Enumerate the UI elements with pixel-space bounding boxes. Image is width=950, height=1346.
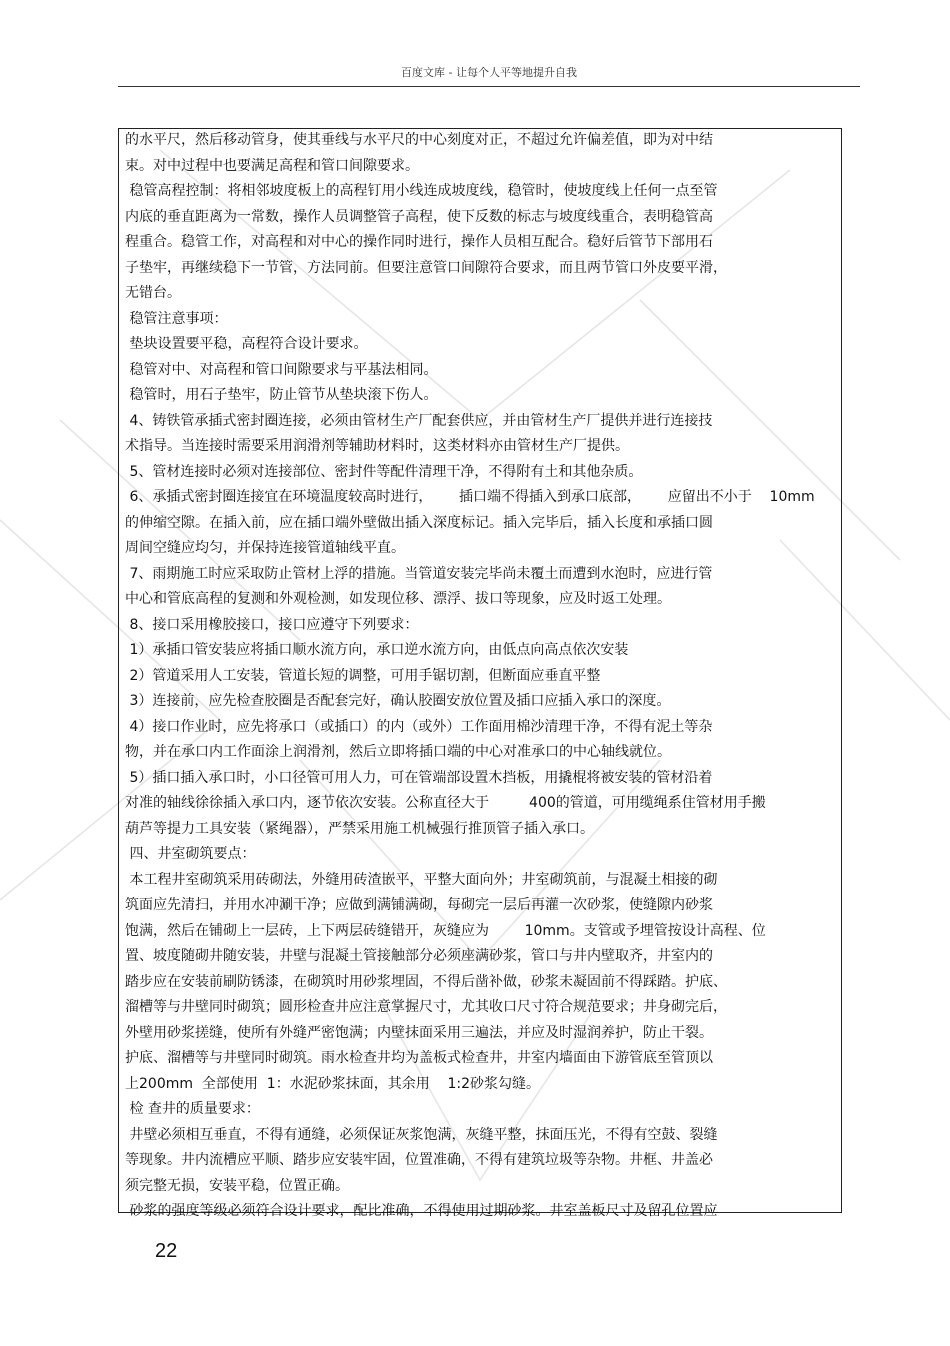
text-line: 砂浆的强度等级必须符合设计要求，配比准确，不得使用过期砂浆。井室盖板尺寸及留孔位置应 bbox=[125, 1203, 718, 1219]
text-line: 须完整无损，安装平稳，位置正确。 bbox=[125, 1177, 349, 1194]
text-line: 内底的垂直距离为一常数，操作人员调整管子高程，使下反数的标志与坡度线重合，表明稳管高 bbox=[125, 208, 713, 225]
document-body bbox=[125, 128, 840, 1225]
text-line: 束。对中过程中也要满足高程和管口间隙要求。 bbox=[125, 157, 419, 174]
text-line: 物，并在承口内工作面涂上润滑剂，然后立即将插口端的中心对准承口的中心轴线就位。 bbox=[125, 744, 671, 760]
text-line: 2）管道采用人工安装，管道长短的调整，可用手锯切割，但断面应垂直平整 bbox=[125, 667, 601, 684]
text-line: 5、管材连接时必须对连接部位、密封件等配件清理干净，不得附有土和其他杂质。 bbox=[125, 463, 643, 480]
text-line: 4、铸铁管承插式密封圈连接，必须由管材生产厂配套供应，并由管材生产厂提供并进行连接技 bbox=[125, 412, 713, 429]
text-line: 井壁必须相互垂直，不得有通缝，必须保证灰浆饱满，灰缝平整，抹面压光，不得有空鼓、裂缝 bbox=[125, 1126, 718, 1143]
text-line: 稳管注意事项： bbox=[125, 310, 228, 327]
text-line: 踏步应在安装前刷防锈漆，在砌筑时用砂浆埋固，不得后凿补做，砂浆未凝固前不得踩踏。护底、 bbox=[125, 973, 727, 990]
text-line: 葫芦等提力工具安装（紧绳器），严禁采用施工机械强行推顶管子插入承口。 bbox=[125, 820, 594, 837]
text-line: 垫块设置要平稳，高程符合设计要求。 bbox=[125, 336, 368, 352]
text-line: 筑面应先清扫，并用水冲涮干净；应做到满铺满砌，每砌完一层后再灌一次砂浆，使缝隙内砂浆 bbox=[125, 897, 713, 913]
text-line: 上200mm 全部使用 1：水泥砂浆抹面，其余用 1:2砂浆勾缝。 bbox=[125, 1075, 541, 1092]
page-number: 22 bbox=[155, 1240, 178, 1262]
text-line: 3）连接前，应先检查胶圈是否配套完好，确认胶圈安放位置及插口应插入承口的深度。 bbox=[125, 693, 671, 709]
text-line: 本工程井室砌筑采用砖砌法，外缝用砖渣嵌平，平整大面向外；井室砌筑前，与混凝土相接的砌 bbox=[125, 871, 718, 888]
text-line: 饱满，然后在铺砌上一层砖，上下两层砖缝错开，灰缝应为 10mm。支管或予埋管按设计高程、位 bbox=[125, 922, 766, 939]
text-line: 稳管时，用石子垫牢，防止管节从垫块滚下伤人。 bbox=[125, 387, 438, 403]
text-line: 4）接口作业时，应先将承口（或插口）的内（或外）工作面用棉沙清理干净，不得有泥土等杂 bbox=[125, 718, 713, 735]
text-line: 8、接口采用橡胶接口，接口应遵守下列要求： bbox=[125, 616, 419, 633]
text-line: 子垫牢，再继续稳下一节管，方法同前。但要注意管口间隙符合要求，而且两节管口外皮要平滑， bbox=[125, 259, 727, 276]
text-line: 中心和管底高程的复测和外观检测，如发现位移、漂浮、拔口等现象，应及时返工处理。 bbox=[125, 591, 671, 607]
text-line: 外壁用砂浆搓缝，使所有外缝严密饱满；内壁抹面采用三遍法，并应及时湿润养护，防止干裂。 bbox=[125, 1024, 713, 1041]
text-line: 护底、溜槽等与井壁同时砌筑。雨水检查井均为盖板式检查井，井室内墙面由下游管底至管顶以 bbox=[125, 1050, 713, 1066]
text-line: 术指导。当连接时需要采用润滑剂等辅助材料时，这类材料亦由管材生产厂提供。 bbox=[125, 438, 629, 454]
text-line: 5）插口插入承口时，小口径管可用人力，可在管端部设置木挡板，用撬棍将被安装的管材沿着 bbox=[125, 769, 713, 786]
page-header: 百度文库 - 让每个人平等地提升自我 bbox=[401, 66, 577, 79]
text-line: 稳管对中、对高程和管口间隙要求与平基法相同。 bbox=[125, 361, 438, 378]
text-line: 稳管高程控制：将相邻坡度板上的高程钉用小线连成坡度线，稳管时，使坡度线上任何一点至管 bbox=[125, 183, 718, 199]
text-line: 程重合。稳管工作，对高程和对中心的操作同时进行，操作人员相互配合。稳好后管节下部用石 bbox=[125, 234, 713, 250]
text-line: 四、井室砌筑要点： bbox=[125, 846, 256, 862]
text-line: 7、雨期施工时应采取防止管材上浮的措施。当管道安装完毕尚未覆土而遭到水泡时，应进行管 bbox=[125, 565, 713, 582]
text-line: 无错台。 bbox=[125, 285, 181, 301]
text-line: 的水平尺，然后移动管身，使其垂线与水平尺的中心刻度对正，不超过允许偏差值，即为对中结 bbox=[125, 132, 713, 148]
text-line: 的伸缩空隙。在插入前，应在插口端外壁做出插入深度标记。插入完毕后，插入长度和承插口圆 bbox=[125, 514, 713, 531]
header-divider bbox=[118, 86, 860, 87]
text-line: 溜槽等与井壁同时砌筑；圆形检查井应注意掌握尺寸，尤其收口尺寸符合规范要求；井身砌完后， bbox=[125, 999, 727, 1015]
text-line: 等现象。井内流槽应平顺、踏步应安装牢固，位置准确，不得有建筑垃圾等杂物。井框、井盖必 bbox=[125, 1152, 713, 1168]
text-line: 对准的轴线徐徐插入承口内，逐节依次安装。公称直径大于 400的管道，可用缆绳系住管材用手搬 bbox=[125, 795, 766, 811]
text-line: 检 查井的质量要求： bbox=[125, 1101, 260, 1117]
text-line: 置、坡度随砌井随安装，井壁与混凝土管接触部分必须座满砂浆，管口与井内壁取齐，井室内的 bbox=[125, 948, 713, 964]
text-line: 1）承插口管安装应将插口顺水流方向，承口逆水流方向，由低点向高点依次安装 bbox=[125, 642, 629, 658]
text-line: 周间空缝应均匀，并保持连接管道轴线平直。 bbox=[125, 540, 405, 556]
text-line: 6、承插式密封圈连接宜在环境温度较高时进行， 插口端不得插入到承口底部， 应留出不小于 10mm bbox=[125, 489, 815, 505]
